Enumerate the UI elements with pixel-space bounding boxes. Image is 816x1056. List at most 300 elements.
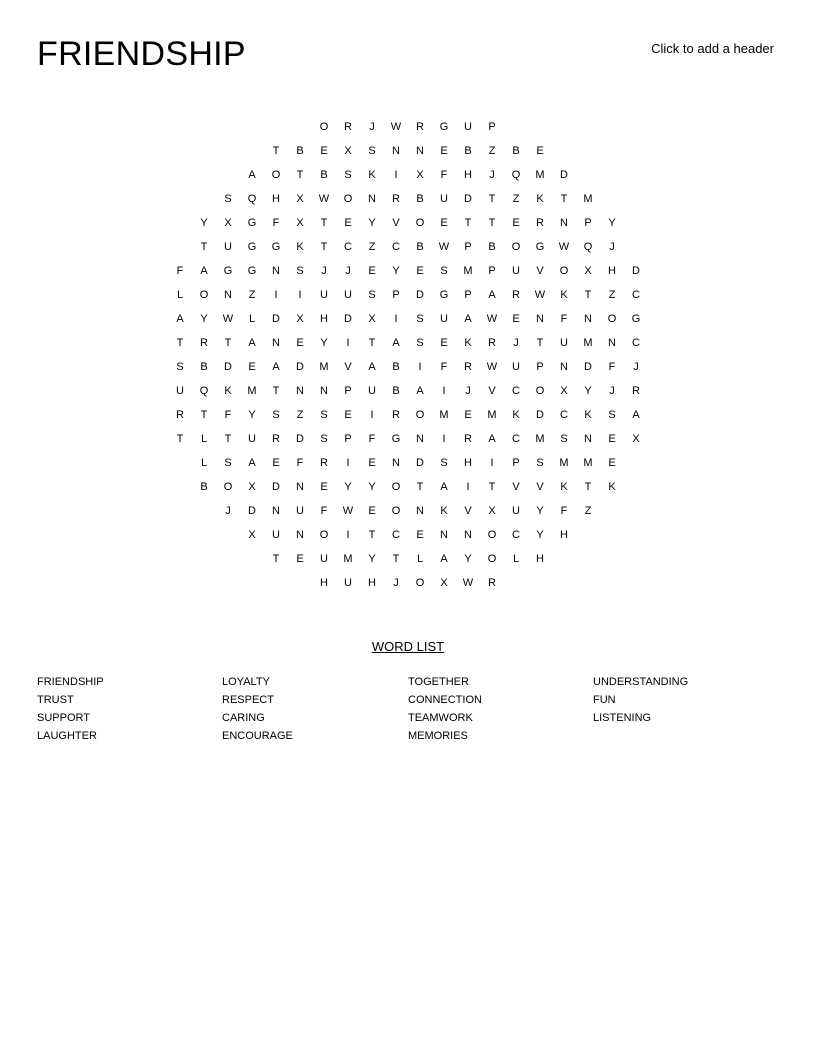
grid-letter: M bbox=[535, 169, 545, 181]
grid-letter: U bbox=[272, 529, 280, 541]
grid-letter: C bbox=[560, 409, 568, 421]
grid-letter: N bbox=[392, 145, 400, 157]
grid-letter: E bbox=[512, 217, 520, 229]
grid-letter: M bbox=[487, 409, 497, 421]
word-list-item: LOYALTY bbox=[222, 676, 270, 688]
grid-letter: X bbox=[632, 433, 640, 445]
grid-row bbox=[168, 139, 648, 163]
grid-letter: Z bbox=[368, 241, 376, 253]
grid-letter: T bbox=[560, 193, 568, 205]
word-list-column-1 bbox=[37, 673, 104, 745]
grid-letter: A bbox=[488, 433, 496, 445]
word-list-item: TEAMWORK bbox=[408, 712, 473, 724]
word-list-item: ENCOURAGE bbox=[222, 730, 293, 742]
grid-letter: Y bbox=[320, 337, 328, 349]
grid-letter: G bbox=[223, 265, 233, 277]
grid-letter: I bbox=[298, 289, 302, 301]
grid-letter: C bbox=[632, 289, 640, 301]
grid-letter: X bbox=[560, 385, 568, 397]
grid-letter: O bbox=[415, 577, 425, 589]
grid-letter: W bbox=[222, 313, 234, 325]
grid-letter: L bbox=[416, 553, 424, 565]
grid-letter: M bbox=[343, 553, 353, 565]
grid-letter: H bbox=[608, 265, 616, 277]
grid-letter: T bbox=[200, 241, 208, 253]
grid-letter: N bbox=[224, 289, 232, 301]
grid-letter: Q bbox=[247, 193, 257, 205]
grid-letter: D bbox=[272, 481, 280, 493]
grid-letter: O bbox=[319, 121, 329, 133]
grid-letter: N bbox=[416, 433, 424, 445]
grid-letter: J bbox=[609, 385, 615, 397]
grid-letter: K bbox=[560, 289, 568, 301]
grid-letter: L bbox=[200, 457, 208, 469]
grid-letter: U bbox=[512, 361, 520, 373]
grid-letter: N bbox=[368, 193, 376, 205]
grid-letter: Y bbox=[368, 217, 376, 229]
grid-letter: J bbox=[225, 505, 231, 517]
grid-row bbox=[168, 523, 648, 547]
grid-letter: W bbox=[486, 361, 498, 373]
grid-letter: G bbox=[247, 217, 257, 229]
grid-letter: G bbox=[535, 241, 545, 253]
grid-letter: S bbox=[224, 193, 232, 205]
grid-row bbox=[168, 235, 648, 259]
grid-letter: R bbox=[488, 337, 496, 349]
grid-letter: N bbox=[560, 361, 568, 373]
grid-letter: M bbox=[559, 457, 569, 469]
grid-letter: N bbox=[272, 337, 280, 349]
grid-letter: P bbox=[464, 241, 472, 253]
grid-letter: Q bbox=[199, 385, 209, 397]
grid-letter: C bbox=[344, 241, 352, 253]
word-list-item: RESPECT bbox=[222, 694, 274, 706]
grid-letter: R bbox=[176, 409, 184, 421]
grid-letter: N bbox=[584, 433, 592, 445]
grid-letter: X bbox=[416, 169, 424, 181]
grid-letter: V bbox=[536, 265, 544, 277]
grid-letter: I bbox=[346, 457, 350, 469]
grid-row bbox=[168, 187, 648, 211]
word-list-item: LISTENING bbox=[593, 712, 652, 724]
grid-letter: Z bbox=[512, 193, 520, 205]
word-list-item: MEMORIES bbox=[408, 730, 468, 742]
grid-letter: P bbox=[344, 433, 352, 445]
grid-letter: T bbox=[320, 217, 328, 229]
grid-letter: T bbox=[176, 337, 184, 349]
grid-letter: D bbox=[416, 289, 424, 301]
grid-letter: W bbox=[462, 577, 474, 589]
grid-letter: K bbox=[296, 241, 304, 253]
grid-letter: T bbox=[176, 433, 184, 445]
grid-letter: D bbox=[272, 313, 280, 325]
grid-letter: T bbox=[584, 481, 592, 493]
grid-letter: A bbox=[440, 481, 448, 493]
grid-letter: P bbox=[536, 361, 544, 373]
grid-letter: U bbox=[320, 289, 328, 301]
grid-letter: S bbox=[536, 457, 544, 469]
grid-letter: K bbox=[608, 481, 616, 493]
grid-row bbox=[168, 475, 648, 499]
grid-letter: A bbox=[392, 337, 400, 349]
grid-letter: T bbox=[392, 553, 400, 565]
grid-letter: E bbox=[272, 457, 280, 469]
grid-letter: O bbox=[271, 169, 281, 181]
grid-letter: V bbox=[392, 217, 400, 229]
grid-letter: C bbox=[392, 529, 400, 541]
grid-letter: S bbox=[416, 337, 424, 349]
grid-letter: T bbox=[272, 145, 280, 157]
grid-letter: E bbox=[464, 409, 472, 421]
grid-letter: A bbox=[176, 313, 184, 325]
grid-letter: R bbox=[536, 217, 544, 229]
grid-letter: B bbox=[464, 145, 472, 157]
grid-letter: E bbox=[296, 337, 304, 349]
grid-letter: E bbox=[608, 433, 616, 445]
grid-letter: N bbox=[440, 529, 448, 541]
grid-letter: S bbox=[440, 265, 448, 277]
grid-letter: D bbox=[344, 313, 352, 325]
grid-letter: Y bbox=[536, 505, 544, 517]
grid-letter: D bbox=[464, 193, 472, 205]
grid-letter: A bbox=[200, 265, 208, 277]
word-list-title: WORD LIST bbox=[371, 639, 445, 654]
grid-letter: T bbox=[584, 289, 592, 301]
grid-row bbox=[168, 163, 648, 187]
grid-letter: W bbox=[558, 241, 570, 253]
grid-letter: H bbox=[320, 313, 328, 325]
grid-letter: E bbox=[440, 217, 448, 229]
grid-letter: S bbox=[296, 265, 304, 277]
grid-letter: T bbox=[296, 169, 304, 181]
grid-letter: E bbox=[416, 265, 424, 277]
grid-letter: V bbox=[512, 481, 520, 493]
grid-letter: W bbox=[390, 121, 402, 133]
grid-letter: F bbox=[272, 217, 280, 229]
grid-letter: A bbox=[416, 385, 424, 397]
grid-letter: O bbox=[391, 481, 401, 493]
grid-letter: U bbox=[248, 433, 256, 445]
grid-letter: W bbox=[486, 313, 498, 325]
grid-letter: P bbox=[512, 457, 520, 469]
grid-letter: U bbox=[344, 577, 352, 589]
grid-letter: T bbox=[224, 337, 232, 349]
grid-letter: X bbox=[488, 505, 496, 517]
grid-letter: T bbox=[488, 481, 496, 493]
grid-letter: A bbox=[488, 289, 496, 301]
grid-letter: G bbox=[439, 121, 449, 133]
grid-letter: T bbox=[368, 337, 376, 349]
grid-letter: H bbox=[272, 193, 280, 205]
grid-letter: F bbox=[440, 169, 448, 181]
grid-letter: U bbox=[344, 289, 352, 301]
grid-row bbox=[168, 499, 648, 523]
grid-letter: B bbox=[296, 145, 304, 157]
grid-letter: N bbox=[464, 529, 472, 541]
grid-letter: N bbox=[272, 265, 280, 277]
word-list-item: LAUGHTER bbox=[37, 730, 97, 742]
grid-letter: E bbox=[368, 265, 376, 277]
grid-letter: U bbox=[320, 553, 328, 565]
grid-letter: L bbox=[176, 289, 184, 301]
grid-letter: W bbox=[342, 505, 354, 517]
grid-letter: I bbox=[490, 457, 494, 469]
grid-letter: F bbox=[560, 313, 568, 325]
grid-letter: J bbox=[345, 265, 351, 277]
grid-letter: S bbox=[272, 409, 280, 421]
grid-letter: O bbox=[319, 529, 329, 541]
grid-letter: O bbox=[415, 409, 425, 421]
grid-letter: D bbox=[248, 505, 256, 517]
grid-letter: I bbox=[394, 313, 398, 325]
grid-letter: S bbox=[176, 361, 184, 373]
grid-letter: S bbox=[368, 289, 376, 301]
grid-letter: M bbox=[535, 433, 545, 445]
grid-letter: O bbox=[607, 313, 617, 325]
grid-letter: D bbox=[632, 265, 640, 277]
grid-letter: J bbox=[609, 241, 615, 253]
grid-letter: Y bbox=[608, 217, 616, 229]
word-list-item: UNDERSTANDING bbox=[593, 676, 689, 688]
grid-letter: B bbox=[416, 241, 424, 253]
grid-row bbox=[168, 283, 648, 307]
grid-letter: U bbox=[440, 313, 448, 325]
grid-letter: D bbox=[296, 433, 304, 445]
grid-letter: X bbox=[368, 313, 376, 325]
add-header-placeholder[interactable]: Click to add a header bbox=[651, 41, 774, 56]
grid-letter: N bbox=[320, 385, 328, 397]
grid-letter: A bbox=[368, 361, 376, 373]
grid-letter: L bbox=[200, 433, 208, 445]
grid-letter: I bbox=[442, 433, 446, 445]
grid-letter: E bbox=[344, 409, 352, 421]
grid-letter: Z bbox=[608, 289, 616, 301]
grid-letter: E bbox=[440, 145, 448, 157]
grid-letter: O bbox=[343, 193, 353, 205]
grid-letter: K bbox=[512, 409, 520, 421]
grid-letter: R bbox=[320, 457, 328, 469]
grid-letter: P bbox=[392, 289, 400, 301]
grid-letter: R bbox=[464, 433, 472, 445]
grid-row bbox=[168, 211, 648, 235]
word-list-column-2 bbox=[222, 673, 293, 745]
grid-letter: Y bbox=[392, 265, 400, 277]
grid-letter: J bbox=[321, 265, 327, 277]
grid-letter: H bbox=[560, 529, 568, 541]
grid-letter: T bbox=[488, 193, 496, 205]
grid-letter: R bbox=[392, 193, 400, 205]
grid-letter: S bbox=[560, 433, 568, 445]
grid-letter: T bbox=[320, 241, 328, 253]
grid-letter: N bbox=[416, 505, 424, 517]
grid-letter: V bbox=[464, 505, 472, 517]
grid-row bbox=[168, 427, 648, 451]
grid-letter: R bbox=[344, 121, 352, 133]
grid-letter: O bbox=[559, 265, 569, 277]
grid-letter: T bbox=[464, 217, 472, 229]
grid-letter: O bbox=[391, 505, 401, 517]
grid-letter: T bbox=[272, 553, 280, 565]
grid-letter: M bbox=[439, 409, 449, 421]
grid-letter: U bbox=[512, 265, 520, 277]
grid-letter: M bbox=[463, 265, 473, 277]
grid-letter: Y bbox=[584, 385, 592, 397]
grid-letter: U bbox=[296, 505, 304, 517]
grid-letter: R bbox=[488, 577, 496, 589]
grid-letter: Z bbox=[248, 289, 256, 301]
grid-letter: X bbox=[296, 217, 304, 229]
grid-letter: B bbox=[200, 481, 208, 493]
grid-letter: F bbox=[440, 361, 448, 373]
grid-letter: R bbox=[512, 289, 520, 301]
grid-letter: G bbox=[247, 265, 257, 277]
grid-row bbox=[168, 451, 648, 475]
grid-row bbox=[168, 355, 648, 379]
page-title: FRIENDSHIP bbox=[37, 35, 246, 73]
grid-letter: W bbox=[318, 193, 330, 205]
grid-letter: U bbox=[560, 337, 568, 349]
grid-letter: R bbox=[272, 433, 280, 445]
grid-letter: A bbox=[272, 361, 280, 373]
grid-letter: Q bbox=[511, 169, 521, 181]
grid-letter: X bbox=[296, 193, 304, 205]
grid-letter: T bbox=[272, 385, 280, 397]
grid-letter: C bbox=[512, 529, 520, 541]
grid-letter: X bbox=[584, 265, 592, 277]
grid-letter: C bbox=[392, 241, 400, 253]
grid-letter: I bbox=[346, 529, 350, 541]
grid-letter: C bbox=[512, 433, 520, 445]
grid-letter: I bbox=[418, 361, 422, 373]
grid-letter: G bbox=[247, 241, 257, 253]
grid-letter: T bbox=[200, 409, 208, 421]
grid-letter: S bbox=[440, 457, 448, 469]
grid-letter: A bbox=[464, 313, 472, 325]
grid-letter: I bbox=[370, 409, 374, 421]
word-list-column-3 bbox=[408, 673, 482, 745]
grid-letter: J bbox=[513, 337, 519, 349]
grid-letter: F bbox=[296, 457, 304, 469]
grid-letter: R bbox=[464, 361, 472, 373]
grid-letter: N bbox=[584, 313, 592, 325]
grid-letter: M bbox=[583, 337, 593, 349]
grid-letter: E bbox=[248, 361, 256, 373]
grid-letter: F bbox=[608, 361, 616, 373]
grid-letter: J bbox=[369, 121, 375, 133]
grid-letter: A bbox=[248, 337, 256, 349]
grid-row bbox=[168, 379, 648, 403]
grid-letter: F bbox=[320, 505, 328, 517]
word-list-item: FUN bbox=[593, 694, 616, 706]
grid-letter: D bbox=[416, 457, 424, 469]
grid-letter: F bbox=[368, 433, 376, 445]
grid-row bbox=[168, 547, 648, 571]
grid-letter: E bbox=[320, 145, 328, 157]
grid-letter: W bbox=[534, 289, 546, 301]
grid-letter: N bbox=[296, 529, 304, 541]
grid-letter: A bbox=[440, 553, 448, 565]
grid-letter: Y bbox=[200, 217, 208, 229]
grid-letter: D bbox=[560, 169, 568, 181]
grid-letter: P bbox=[488, 265, 496, 277]
grid-letter: F bbox=[560, 505, 568, 517]
grid-letter: T bbox=[224, 433, 232, 445]
grid-letter: M bbox=[583, 193, 593, 205]
grid-letter: W bbox=[438, 241, 450, 253]
grid-letter: L bbox=[248, 313, 256, 325]
grid-letter: A bbox=[632, 409, 640, 421]
grid-letter: D bbox=[536, 409, 544, 421]
word-list-item: TOGETHER bbox=[408, 676, 469, 688]
grid-letter: E bbox=[296, 553, 304, 565]
grid-letter: V bbox=[344, 361, 352, 373]
grid-letter: G bbox=[439, 289, 449, 301]
grid-letter: H bbox=[368, 577, 376, 589]
grid-letter: J bbox=[489, 169, 495, 181]
grid-letter: E bbox=[368, 505, 376, 517]
grid-letter: N bbox=[296, 481, 304, 493]
word-list-item: FRIENDSHIP bbox=[37, 676, 104, 688]
grid-letter: Z bbox=[584, 505, 592, 517]
grid-letter: Y bbox=[536, 529, 544, 541]
grid-letter: R bbox=[392, 409, 400, 421]
grid-letter: V bbox=[488, 385, 496, 397]
grid-letter: A bbox=[248, 169, 256, 181]
grid-letter: X bbox=[344, 145, 352, 157]
grid-letter: C bbox=[512, 385, 520, 397]
grid-letter: U bbox=[464, 121, 472, 133]
grid-letter: M bbox=[319, 361, 329, 373]
word-list-item: TRUST bbox=[37, 694, 74, 706]
grid-letter: U bbox=[224, 241, 232, 253]
grid-letter: T bbox=[368, 529, 376, 541]
grid-letter: N bbox=[560, 217, 568, 229]
grid-letter: S bbox=[344, 169, 352, 181]
grid-row bbox=[168, 307, 648, 331]
grid-letter: P bbox=[584, 217, 592, 229]
grid-letter: R bbox=[416, 121, 424, 133]
grid-letter: N bbox=[296, 385, 304, 397]
grid-letter: R bbox=[200, 337, 208, 349]
grid-letter: P bbox=[488, 121, 496, 133]
grid-letter: S bbox=[224, 457, 232, 469]
grid-letter: G bbox=[271, 241, 281, 253]
grid-letter: B bbox=[488, 241, 496, 253]
grid-letter: Y bbox=[368, 553, 376, 565]
grid-letter: S bbox=[608, 409, 616, 421]
grid-letter: B bbox=[320, 169, 328, 181]
grid-letter: Y bbox=[248, 409, 256, 421]
grid-letter: S bbox=[320, 433, 328, 445]
grid-letter: N bbox=[272, 505, 280, 517]
grid-letter: N bbox=[608, 337, 616, 349]
grid-letter: I bbox=[466, 481, 470, 493]
grid-letter: P bbox=[344, 385, 352, 397]
grid-letter: A bbox=[248, 457, 256, 469]
grid-letter: D bbox=[224, 361, 232, 373]
grid-letter: H bbox=[320, 577, 328, 589]
grid-letter: G bbox=[631, 313, 641, 325]
grid-letter: T bbox=[488, 217, 496, 229]
grid-letter: X bbox=[224, 217, 232, 229]
grid-letter: K bbox=[560, 481, 568, 493]
grid-row bbox=[168, 571, 648, 595]
grid-letter: Z bbox=[296, 409, 304, 421]
grid-letter: B bbox=[392, 361, 400, 373]
grid-letter: N bbox=[536, 313, 544, 325]
grid-letter: K bbox=[440, 505, 448, 517]
grid-letter: Z bbox=[488, 145, 496, 157]
